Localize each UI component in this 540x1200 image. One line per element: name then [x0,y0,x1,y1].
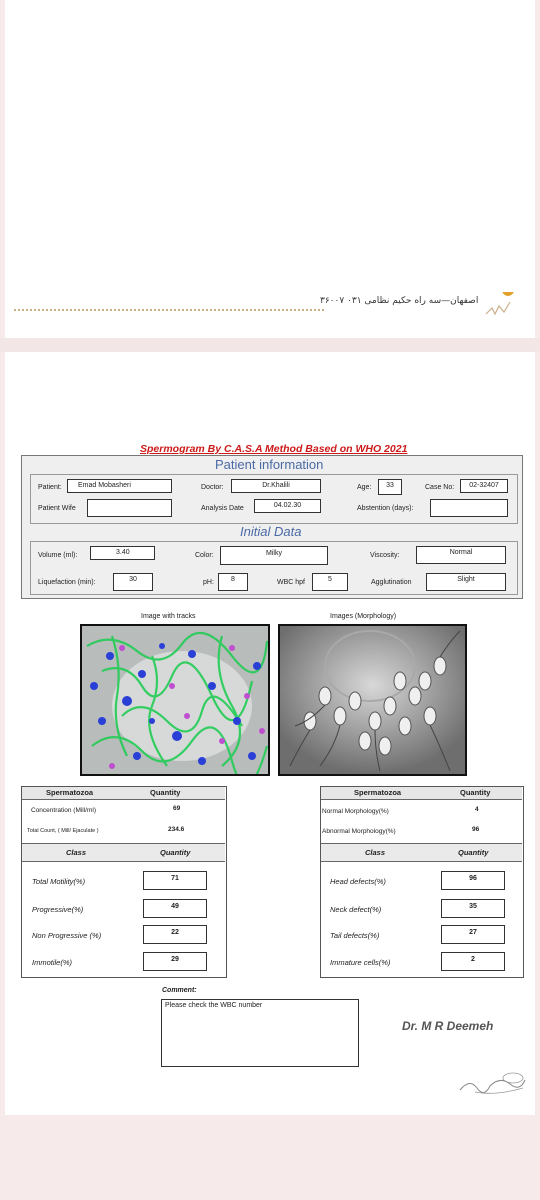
normal-morphology-label: Normal Morphology(%) [322,808,389,815]
normal-morphology-value: 4 [475,806,479,813]
color-field: Milky [220,546,328,565]
right-col2-header: Quantity [460,788,491,797]
left-col2-header: Quantity [150,788,181,797]
agglutination-label: Agglutination [371,579,412,586]
viscosity-label: Viscosity: [370,552,400,559]
total-motility-label: Total Motility(%) [32,877,86,886]
right-subheader [321,843,522,862]
total-count-value: 234.6 [168,826,185,833]
concentration-value: 69 [173,805,181,812]
ph-label: pH: [203,579,214,586]
tracks-graphic [82,626,268,774]
letterhead-address: اصفهان—سه راه حکیم نظامی ۰۳۱ ۳۶۰۰۷ [320,296,479,306]
age-label: Age: [357,484,372,491]
left-subheader [22,843,225,862]
report-title: Spermogram By C.A.S.A Method Based on WHO 2021 [140,443,408,455]
agglutination-field: Slight [426,573,506,591]
analysis-date-label: Analysis Date [201,505,244,512]
wbc-label: WBC hpf [277,579,306,586]
right-quantity-header: Quantity [458,848,489,857]
tail-defects-value: 27 [441,925,505,944]
doctor-field: Dr.Khalili [231,479,321,493]
letterhead-divider [14,309,324,313]
comment-box: Please check the WBC number [161,999,359,1067]
neck-defect-value: 35 [441,899,505,918]
total-motility-value: 71 [143,871,207,890]
initial-section-title: Initial Data [240,524,302,539]
abstention-label: Abstention (days): [357,505,414,512]
page-gap [0,338,540,352]
left-quantity-header: Quantity [160,848,191,857]
morphology-caption: Images (Morphology) [330,613,397,620]
total-count-label: Total Count, ( Mill/ Ejaculate ) [27,828,99,834]
viscosity-field: Normal [416,546,506,564]
head-defects-label: Head defects(%) [330,877,386,886]
left-class-header: Class [66,848,87,857]
right-class-header: Class [365,848,386,857]
morphology-graphic [280,626,465,774]
progressive-value: 49 [143,899,207,918]
progressive-label: Progressive(%) [32,905,84,914]
age-field: 33 [378,479,402,495]
ph-field: 8 [218,573,248,591]
color-label: Color: [195,552,214,559]
tail-defects-label: Tail defects(%) [330,931,380,940]
letterhead-page [5,0,535,338]
case-label: Case No: [425,484,455,491]
abstention-field [430,499,508,517]
head-defects-value: 96 [441,871,505,890]
tracks-caption: Image with tracks [141,613,196,620]
morphology-image [278,624,467,776]
tracks-image [80,624,270,776]
immotile-value: 29 [143,952,207,971]
patient-section-title: Patient information [215,457,324,472]
comment-label: Comment: [162,987,197,994]
non-progressive-value: 22 [143,925,207,944]
liquefaction-field: 30 [113,573,153,591]
right-table-header [321,787,522,800]
analysis-date-field: 04.02.30 [254,499,321,513]
right-col1-header: Spermatozoa [354,788,402,797]
wife-label: Patient Wife [38,505,76,512]
non-progressive-label: Non Progressive (%) [32,931,102,940]
left-col1-header: Spermatozoa [46,788,94,797]
volume-field: 3.40 [90,546,155,560]
patient-label: Patient: [38,484,62,491]
concentration-label: Concentration (Mill/ml) [31,807,97,814]
location-pin-icon [480,292,520,322]
volume-label: Volume (ml): [38,552,78,559]
doctor-label: Doctor: [201,484,224,491]
wbc-field: 5 [312,573,348,591]
immature-cells-label: Immature cells(%) [330,958,391,967]
handwritten-signature [455,1068,530,1098]
immotile-label: Immotile(%) [32,958,73,967]
immature-cells-value: 2 [441,952,505,971]
wife-field [87,499,172,517]
abnormal-morphology-label: Abnormal Morphology(%) [322,828,396,835]
doctor-signature-name: Dr. M R Deemeh [402,1019,494,1033]
abnormal-morphology-value: 96 [472,826,480,833]
case-field: 02-32407 [460,479,508,493]
patient-name-field: Emad Mobasheri [67,479,172,493]
liquefaction-label: Liquefaction (min): [38,579,96,586]
neck-defect-label: Neck defect(%) [330,905,382,914]
